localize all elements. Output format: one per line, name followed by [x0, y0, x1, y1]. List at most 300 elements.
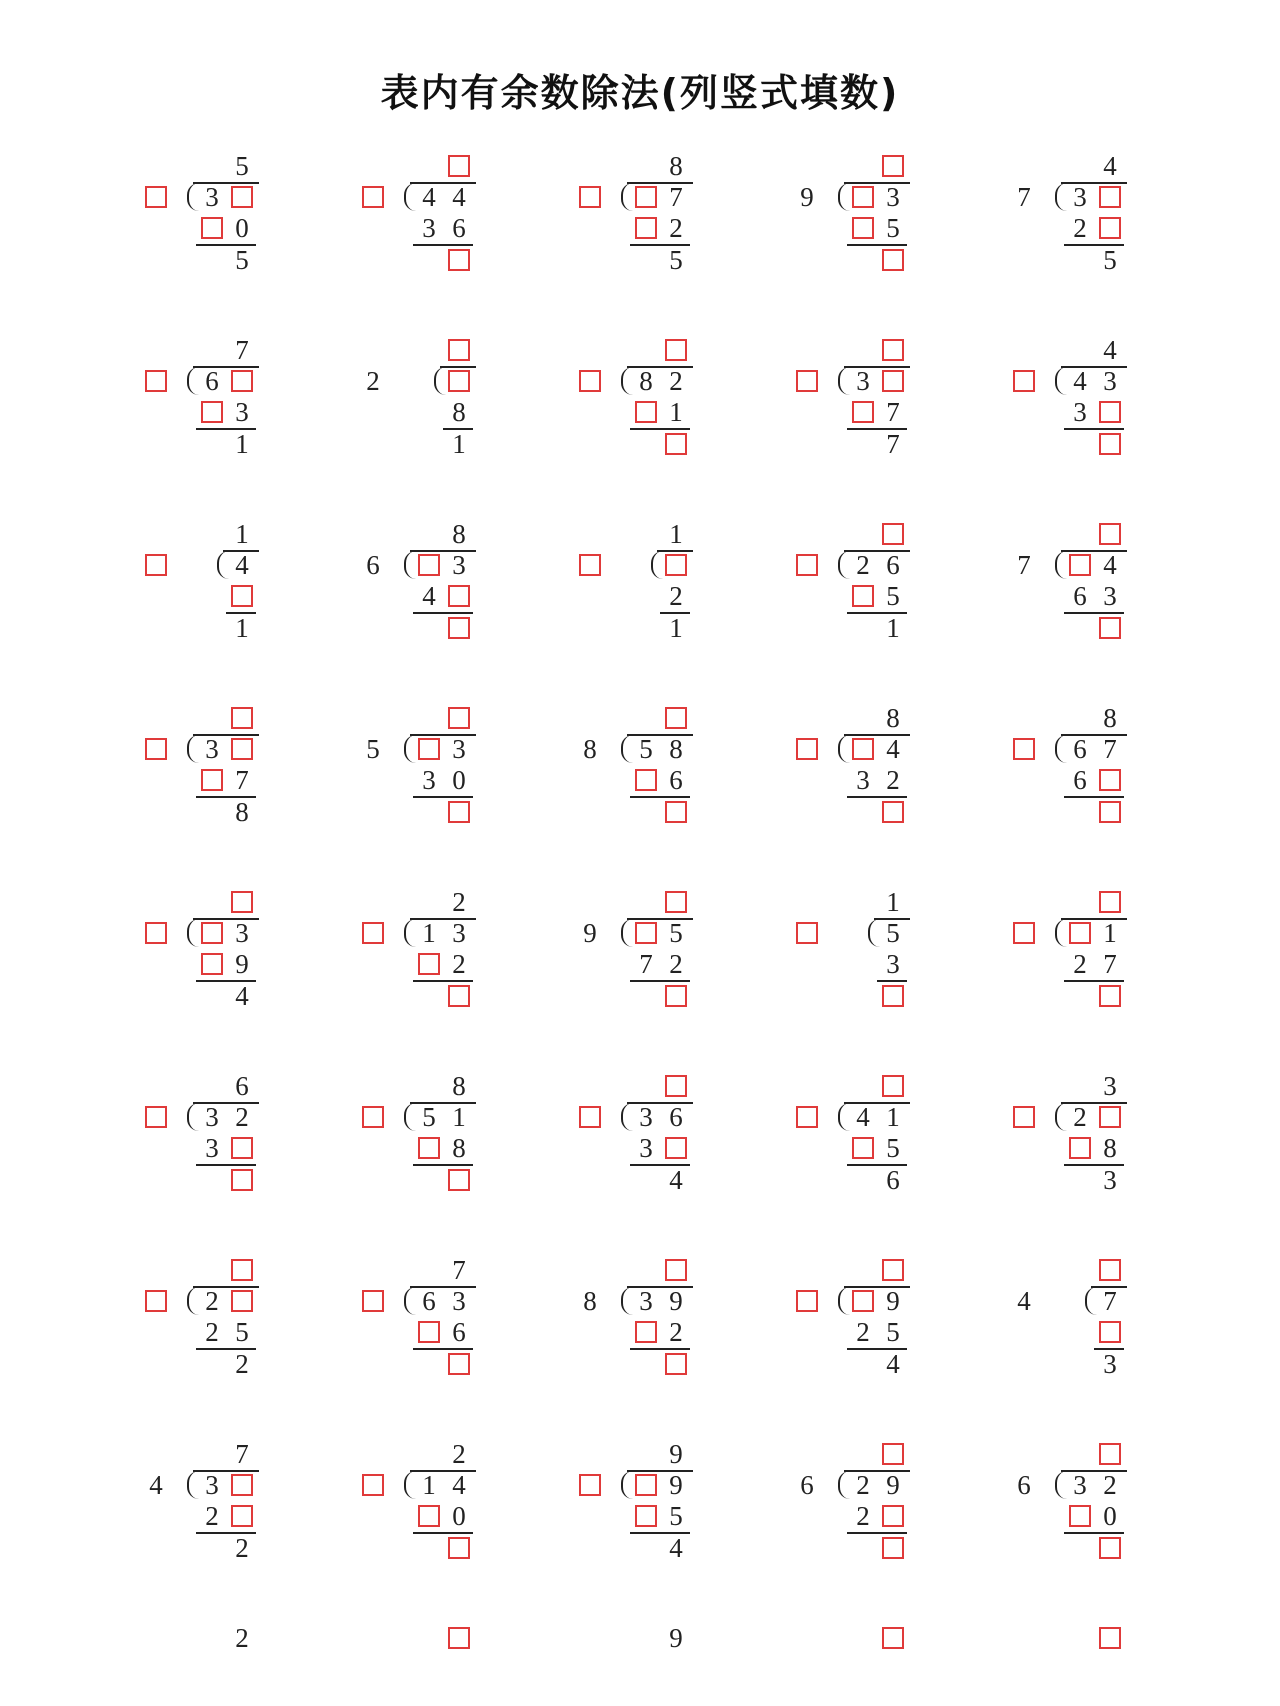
remainder: 8 — [235, 797, 249, 827]
answer-box[interactable] — [635, 1505, 657, 1527]
divisor-answer-box[interactable] — [142, 735, 170, 763]
product-ones: 3 — [235, 397, 249, 427]
remainder-answer-box[interactable] — [445, 1166, 473, 1194]
answer-box[interactable] — [448, 339, 470, 361]
answer-box[interactable] — [448, 707, 470, 729]
answer-box[interactable] — [796, 1290, 818, 1312]
dividend-ones: 4 — [1103, 550, 1117, 580]
division-problem — [791, 702, 1011, 830]
quotient-answer-box[interactable] — [228, 888, 256, 916]
answer-box[interactable] — [635, 186, 657, 208]
dividend-tens: 6 — [205, 366, 219, 396]
answer-box[interactable] — [579, 1474, 601, 1496]
divisor-answer-box[interactable] — [142, 919, 170, 947]
answer-box[interactable] — [665, 433, 687, 455]
answer-box[interactable] — [796, 1106, 818, 1128]
answer-box[interactable] — [882, 155, 904, 177]
divisor-answer-box[interactable] — [359, 919, 387, 947]
product-ones-answer-box[interactable] — [445, 582, 473, 610]
quotient-answer-box[interactable] — [879, 336, 907, 364]
answer-box[interactable] — [665, 891, 687, 913]
division-problem — [574, 1254, 794, 1382]
dividend-ones: 4 — [452, 1470, 466, 1500]
division-problem — [791, 334, 1011, 462]
divisor-answer-box[interactable] — [359, 1287, 387, 1315]
remainder-answer-box[interactable] — [445, 1534, 473, 1562]
product-ones: 2 — [452, 949, 466, 979]
quotient-answer-box[interactable] — [445, 336, 473, 364]
product-tens-answer-box[interactable] — [1066, 1134, 1094, 1162]
answer-box[interactable] — [418, 1137, 440, 1159]
answer-box[interactable] — [231, 585, 253, 607]
answer-box[interactable] — [635, 1474, 657, 1496]
answer-box[interactable] — [231, 1505, 253, 1527]
divisor-answer-box[interactable] — [1010, 1103, 1038, 1131]
quotient-answer-box[interactable] — [1096, 1256, 1124, 1284]
dividend-tens-answer-box[interactable] — [198, 919, 226, 947]
product-ones: 5 — [886, 1133, 900, 1163]
answer-box[interactable] — [231, 1259, 253, 1281]
answer-box[interactable] — [1099, 1259, 1121, 1281]
answer-box[interactable] — [362, 1474, 384, 1496]
quotient: 7 — [235, 335, 249, 365]
quotient-answer-box[interactable] — [445, 1624, 473, 1652]
answer-box[interactable] — [579, 554, 601, 576]
divisor-answer-box[interactable] — [142, 367, 170, 395]
answer-box[interactable] — [882, 1537, 904, 1559]
dividend-tens: 6 — [422, 1286, 436, 1316]
division-problem — [574, 1622, 794, 1668]
product-ones-answer-box[interactable] — [1096, 398, 1124, 426]
divisor-answer-box[interactable] — [1010, 919, 1038, 947]
product-tens-answer-box[interactable] — [632, 766, 660, 794]
answer-box[interactable] — [231, 1137, 253, 1159]
dividend-ones-answer-box[interactable] — [228, 1287, 256, 1315]
division-problem — [140, 1438, 360, 1566]
remainder-answer-box[interactable] — [1096, 614, 1124, 642]
answer-box[interactable] — [418, 554, 440, 576]
product-tens-answer-box[interactable] — [198, 766, 226, 794]
answer-box[interactable] — [201, 922, 223, 944]
answer-box[interactable] — [665, 985, 687, 1007]
dividend-tens: 3 — [639, 1286, 653, 1316]
product-ones-answer-box[interactable] — [1096, 214, 1124, 242]
product-ones-answer-box[interactable] — [228, 582, 256, 610]
product-tens-answer-box[interactable] — [849, 1134, 877, 1162]
remainder-answer-box[interactable] — [445, 1350, 473, 1378]
answer-box[interactable] — [231, 1474, 253, 1496]
division-problem — [1008, 334, 1228, 462]
product-tens-answer-box[interactable] — [632, 1318, 660, 1346]
remainder: 5 — [669, 245, 683, 275]
answer-box[interactable] — [145, 922, 167, 944]
product-tens-answer-box[interactable] — [849, 398, 877, 426]
answer-box[interactable] — [796, 554, 818, 576]
divisor-answer-box[interactable] — [359, 1471, 387, 1499]
divisor-answer-box[interactable] — [576, 183, 604, 211]
answer-box[interactable] — [448, 1537, 470, 1559]
answer-box[interactable] — [1099, 433, 1121, 455]
answer-box[interactable] — [665, 1137, 687, 1159]
divisor-answer-box[interactable] — [1010, 367, 1038, 395]
remainder-answer-box[interactable] — [445, 982, 473, 1010]
remainder-answer-box[interactable] — [879, 246, 907, 274]
answer-box[interactable] — [448, 801, 470, 823]
divisor-answer-box[interactable] — [142, 1287, 170, 1315]
answer-box[interactable] — [362, 1290, 384, 1312]
answer-box[interactable] — [882, 523, 904, 545]
divisor-answer-box[interactable] — [359, 1103, 387, 1131]
answer-box[interactable] — [882, 370, 904, 392]
remainder: 4 — [669, 1533, 683, 1563]
answer-box[interactable] — [231, 1169, 253, 1191]
remainder-answer-box[interactable] — [1096, 1534, 1124, 1562]
product-tens-answer-box[interactable] — [415, 1502, 443, 1530]
answer-box[interactable] — [231, 370, 253, 392]
remainder: 1 — [452, 429, 466, 459]
product-tens-answer-box[interactable] — [849, 214, 877, 242]
answer-box[interactable] — [1099, 769, 1121, 791]
dividend-tens-answer-box[interactable] — [1066, 551, 1094, 579]
answer-box[interactable] — [1013, 922, 1035, 944]
divisor-answer-box[interactable] — [576, 1471, 604, 1499]
product-ones-answer-box[interactable] — [1096, 1318, 1124, 1346]
quotient-answer-box[interactable] — [445, 704, 473, 732]
answer-box[interactable] — [635, 769, 657, 791]
answer-box[interactable] — [852, 738, 874, 760]
divisor-answer-box[interactable] — [359, 183, 387, 211]
dividend-ones-answer-box[interactable] — [228, 1471, 256, 1499]
dividend-ones-answer-box[interactable] — [228, 183, 256, 211]
remainder-answer-box[interactable] — [662, 430, 690, 458]
divisor-answer-box[interactable] — [576, 367, 604, 395]
answer-box[interactable] — [635, 922, 657, 944]
product-tens-answer-box[interactable] — [415, 1134, 443, 1162]
answer-box[interactable] — [852, 585, 874, 607]
answer-box[interactable] — [145, 554, 167, 576]
divisor-answer-box[interactable] — [576, 1103, 604, 1131]
divisor-answer-box[interactable] — [576, 551, 604, 579]
division-problem — [357, 886, 577, 1014]
divisor-answer-box[interactable] — [142, 1103, 170, 1131]
product-ones-answer-box[interactable] — [228, 1134, 256, 1162]
dividend-tens-answer-box[interactable] — [849, 1287, 877, 1315]
quotient-answer-box[interactable] — [662, 1256, 690, 1284]
quotient-answer-box[interactable] — [228, 704, 256, 732]
answer-box[interactable] — [882, 1075, 904, 1097]
answer-box[interactable] — [852, 186, 874, 208]
quotient-answer-box[interactable] — [662, 336, 690, 364]
remainder-answer-box[interactable] — [879, 798, 907, 826]
remainder-answer-box[interactable] — [445, 798, 473, 826]
answer-box[interactable] — [231, 707, 253, 729]
answer-box[interactable] — [579, 186, 601, 208]
dividend-ones-answer-box[interactable] — [228, 735, 256, 763]
product-tens-answer-box[interactable] — [415, 950, 443, 978]
quotient-answer-box[interactable] — [662, 704, 690, 732]
worksheet-title: 表内有余数除法(列竖式填数) — [380, 71, 900, 115]
dividend-tens-answer-box[interactable] — [632, 1471, 660, 1499]
quotient: 8 — [452, 519, 466, 549]
answer-box[interactable] — [145, 1290, 167, 1312]
division-problem — [140, 334, 360, 462]
answer-box[interactable] — [882, 1505, 904, 1527]
dividend-tens-answer-box[interactable] — [632, 919, 660, 947]
quotient: 1 — [235, 519, 249, 549]
dividend-ones-answer-box[interactable] — [445, 367, 473, 395]
dividend-tens-answer-box[interactable] — [632, 183, 660, 211]
answer-box[interactable] — [579, 1106, 601, 1128]
divisor-answer-box[interactable] — [1010, 735, 1038, 763]
dividend-tens-answer-box[interactable] — [849, 735, 877, 763]
division-problem — [574, 518, 794, 646]
answer-box[interactable] — [362, 186, 384, 208]
product-ones-answer-box[interactable] — [662, 1134, 690, 1162]
product-tens: 3 — [639, 1133, 653, 1163]
answer-box[interactable] — [852, 1137, 874, 1159]
product-tens: 3 — [856, 765, 870, 795]
quotient-answer-box[interactable] — [445, 152, 473, 180]
dividend-ones-answer-box[interactable] — [1096, 183, 1124, 211]
answer-box[interactable] — [796, 922, 818, 944]
quotient-answer-box[interactable] — [879, 1072, 907, 1100]
answer-box[interactable] — [1099, 186, 1121, 208]
dividend-ones: 2 — [669, 366, 683, 396]
remainder-answer-box[interactable] — [228, 1166, 256, 1194]
answer-box[interactable] — [635, 217, 657, 239]
answer-box[interactable] — [1099, 891, 1121, 913]
dividend-tens-answer-box[interactable] — [849, 183, 877, 211]
answer-box[interactable] — [201, 401, 223, 423]
product-tens-answer-box[interactable] — [198, 950, 226, 978]
product-tens-answer-box[interactable] — [198, 398, 226, 426]
product-ones-answer-box[interactable] — [228, 1502, 256, 1530]
answer-box[interactable] — [882, 1259, 904, 1281]
quotient-answer-box[interactable] — [1096, 520, 1124, 548]
remainder-answer-box[interactable] — [879, 982, 907, 1010]
divisor-answer-box[interactable] — [793, 1103, 821, 1131]
answer-box[interactable] — [448, 1169, 470, 1191]
product-tens-answer-box[interactable] — [849, 582, 877, 610]
dividend-ones: 3 — [452, 734, 466, 764]
answer-box[interactable] — [852, 217, 874, 239]
product-tens-answer-box[interactable] — [415, 1318, 443, 1346]
product-tens: 3 — [422, 765, 436, 795]
answer-box[interactable] — [448, 617, 470, 639]
answer-box[interactable] — [448, 370, 470, 392]
answer-box[interactable] — [448, 155, 470, 177]
answer-box[interactable] — [1099, 617, 1121, 639]
answer-box[interactable] — [665, 1353, 687, 1375]
quotient-answer-box[interactable] — [228, 1256, 256, 1284]
division-problem — [574, 702, 794, 830]
dividend-ones-answer-box[interactable] — [662, 551, 690, 579]
answer-box[interactable] — [448, 585, 470, 607]
quotient-answer-box[interactable] — [879, 520, 907, 548]
divisor-answer-box[interactable] — [793, 551, 821, 579]
answer-box[interactable] — [852, 401, 874, 423]
division-problem — [1008, 1070, 1228, 1198]
answer-box[interactable] — [418, 953, 440, 975]
product-tens-answer-box[interactable] — [632, 1502, 660, 1530]
dividend-ones: 6 — [886, 550, 900, 580]
remainder-answer-box[interactable] — [1096, 982, 1124, 1010]
divisor-answer-box[interactable] — [142, 183, 170, 211]
answer-box[interactable] — [579, 370, 601, 392]
answer-box[interactable] — [852, 1290, 874, 1312]
product-ones-answer-box[interactable] — [879, 1502, 907, 1530]
answer-box[interactable] — [448, 1353, 470, 1375]
remainder-answer-box[interactable] — [662, 982, 690, 1010]
answer-box[interactable] — [1069, 922, 1091, 944]
answer-box[interactable] — [882, 249, 904, 271]
answer-box[interactable] — [201, 769, 223, 791]
answer-box[interactable] — [1013, 370, 1035, 392]
answer-box[interactable] — [1099, 1627, 1121, 1649]
dividend-tens: 5 — [422, 1102, 436, 1132]
quotient-answer-box[interactable] — [879, 152, 907, 180]
dividend-tens: 3 — [639, 1102, 653, 1132]
answer-box[interactable] — [1069, 554, 1091, 576]
dividend-tens-answer-box[interactable] — [1066, 919, 1094, 947]
answer-box[interactable] — [1099, 1443, 1121, 1465]
product-tens-answer-box[interactable] — [632, 398, 660, 426]
quotient-answer-box[interactable] — [1096, 1624, 1124, 1652]
division-problem — [1008, 886, 1228, 1014]
answer-box[interactable] — [1099, 523, 1121, 545]
dividend-tens: 2 — [856, 1470, 870, 1500]
answer-box[interactable] — [1099, 1321, 1121, 1343]
division-problem — [574, 334, 794, 462]
answer-box[interactable] — [665, 1259, 687, 1281]
product-ones: 5 — [886, 213, 900, 243]
answer-box[interactable] — [448, 1627, 470, 1649]
answer-box[interactable] — [448, 249, 470, 271]
dividend-tens: 3 — [1073, 182, 1087, 212]
quotient-answer-box[interactable] — [1096, 1440, 1124, 1468]
division-problem — [140, 518, 360, 646]
answer-box[interactable] — [201, 953, 223, 975]
division-problem — [791, 518, 1011, 646]
answer-box[interactable] — [665, 801, 687, 823]
remainder-answer-box[interactable] — [445, 614, 473, 642]
answer-box[interactable] — [665, 554, 687, 576]
remainder-answer-box[interactable] — [445, 246, 473, 274]
divisor: 8 — [583, 734, 597, 764]
quotient: 9 — [669, 1439, 683, 1469]
answer-box[interactable] — [201, 217, 223, 239]
answer-box[interactable] — [882, 1443, 904, 1465]
answer-box[interactable] — [231, 1290, 253, 1312]
answer-box[interactable] — [418, 1505, 440, 1527]
answer-box[interactable] — [1013, 1106, 1035, 1128]
answer-box[interactable] — [1099, 1106, 1121, 1128]
answer-box[interactable] — [145, 1106, 167, 1128]
answer-box[interactable] — [362, 1106, 384, 1128]
dividend-ones: 4 — [452, 182, 466, 212]
dividend-ones-answer-box[interactable] — [1096, 1103, 1124, 1131]
quotient: 5 — [235, 151, 249, 181]
dividend-tens-answer-box[interactable] — [415, 551, 443, 579]
answer-box[interactable] — [1099, 985, 1121, 1007]
answer-box[interactable] — [1013, 738, 1035, 760]
remainder-answer-box[interactable] — [662, 798, 690, 826]
quotient-answer-box[interactable] — [1096, 888, 1124, 916]
product-tens: 2 — [1073, 949, 1087, 979]
quotient-answer-box[interactable] — [879, 1256, 907, 1284]
answer-box[interactable] — [145, 738, 167, 760]
answer-box[interactable] — [882, 339, 904, 361]
answer-box[interactable] — [882, 801, 904, 823]
quotient-answer-box[interactable] — [879, 1440, 907, 1468]
remainder-answer-box[interactable] — [1096, 798, 1124, 826]
answer-box[interactable] — [665, 339, 687, 361]
product-ones-answer-box[interactable] — [1096, 766, 1124, 794]
remainder-answer-box[interactable] — [879, 1534, 907, 1562]
remainder-answer-box[interactable] — [662, 1350, 690, 1378]
division-problem — [357, 1438, 577, 1566]
answer-box[interactable] — [418, 738, 440, 760]
answer-box[interactable] — [796, 370, 818, 392]
divisor-answer-box[interactable] — [793, 919, 821, 947]
product-tens-answer-box[interactable] — [1066, 1502, 1094, 1530]
quotient-answer-box[interactable] — [662, 888, 690, 916]
answer-box[interactable] — [418, 1321, 440, 1343]
answer-box[interactable] — [231, 186, 253, 208]
answer-box[interactable] — [145, 186, 167, 208]
remainder: 3 — [1103, 1165, 1117, 1195]
answer-box[interactable] — [362, 922, 384, 944]
divisor: 5 — [366, 734, 380, 764]
answer-box[interactable] — [1099, 1537, 1121, 1559]
quotient-answer-box[interactable] — [662, 1072, 690, 1100]
divisor-answer-box[interactable] — [142, 551, 170, 579]
answer-box[interactable] — [1069, 1137, 1091, 1159]
answer-box[interactable] — [448, 985, 470, 1007]
quotient: 3 — [1103, 1071, 1117, 1101]
product-tens-answer-box[interactable] — [198, 214, 226, 242]
quotient-answer-box[interactable] — [879, 1624, 907, 1652]
answer-box[interactable] — [1069, 1505, 1091, 1527]
answer-box[interactable] — [1099, 801, 1121, 823]
remainder-answer-box[interactable] — [1096, 430, 1124, 458]
answer-box[interactable] — [145, 370, 167, 392]
answer-box[interactable] — [635, 1321, 657, 1343]
product-tens-answer-box[interactable] — [632, 214, 660, 242]
dividend-ones: 2 — [235, 1102, 249, 1132]
dividend-ones: 3 — [452, 1286, 466, 1316]
answer-box[interactable] — [231, 891, 253, 913]
answer-box[interactable] — [882, 985, 904, 1007]
division-problem — [140, 702, 360, 830]
answer-box[interactable] — [882, 1627, 904, 1649]
answer-box[interactable] — [665, 1075, 687, 1097]
answer-box[interactable] — [796, 738, 818, 760]
dividend-ones-answer-box[interactable] — [879, 367, 907, 395]
divisor-answer-box[interactable] — [793, 1287, 821, 1315]
divisor-answer-box[interactable] — [793, 735, 821, 763]
remainder: 4 — [235, 981, 249, 1011]
answer-box[interactable] — [635, 401, 657, 423]
dividend-tens-answer-box[interactable] — [415, 735, 443, 763]
answer-box[interactable] — [665, 707, 687, 729]
dividend-tens: 4 — [422, 182, 436, 212]
answer-box[interactable] — [1099, 217, 1121, 239]
answer-box[interactable] — [1099, 401, 1121, 423]
dividend-ones-answer-box[interactable] — [228, 367, 256, 395]
divisor-answer-box[interactable] — [793, 367, 821, 395]
answer-box[interactable] — [231, 738, 253, 760]
